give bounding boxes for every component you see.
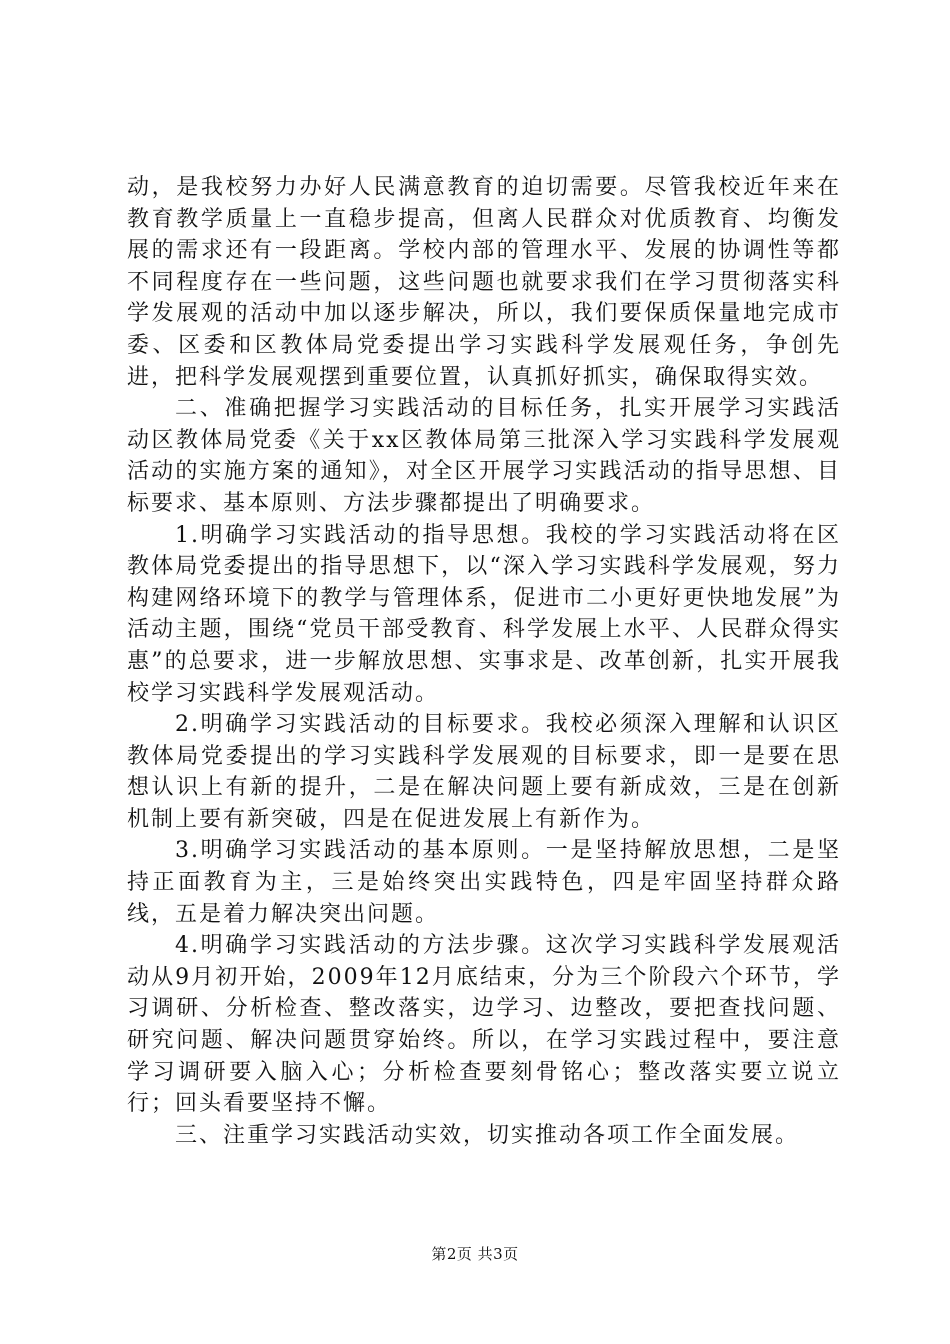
paragraph-section-two: 二、准确把握学习实践活动的目标任务，扎实开展学习实践活动区教体局党委《关于xx区教体局第三批深入学习实践科学发展观活动的实施方案的通知》，对全区开展学习实践活动的指导思想、目标要求、基本原则、方法步骤都提出了明确要求。 bbox=[127, 396, 841, 516]
paragraph-section-three: 三、注重学习实践活动实效，切实推动各项工作全面发展。 bbox=[175, 1122, 800, 1148]
paragraph-item-2: 2.明确学习实践活动的目标要求。我校必须深入理解和认识区教体局党委提出的学习实践科学发展观的目标要求，即一是要在思想认识上有新的提升，二是在解决问题上要有新成效，三是在创新机制上要有新突破，四是在促进发展上有新作为。 bbox=[127, 712, 841, 832]
document-body bbox=[127, 172, 841, 1151]
paragraph-item-1: 1.明确学习实践活动的指导思想。我校的学习实践活动将在区教体局党委提出的指导思想下，以“深入学习实践科学发展观，努力构建网络环境下的教学与管理体系，促进市二小更好更快地发展”为活动主题，围绕“党员干部受教育、科学发展上水平、人民群众得实惠”的总要求，进一步解放思想、实事求是、改革创新，扎实开展我校学习实践科学发展观活动。 bbox=[127, 522, 841, 706]
paragraph-item-4: 4.明确学习实践活动的方法步骤。这次学习实践科学发展观活动从9月初开始，2009年12月底结束，分为三个阶段六个环节，学习调研、分析检查、整改落实，边学习、边整改，要把查找问题、研究问题、解决问题贯穿始终。所以，在学习实践过程中，要注意学习调研要入脑入心；分析检查要刻骨铭心；整改落实要立说立行；回头看要坚持不懈。 bbox=[127, 933, 841, 1117]
paragraph-item-3: 3.明确学习实践活动的基本原则。一是坚持解放思想，二是坚持正面教育为主，三是始终突出实践特色，四是牢固坚持群众路线，五是着力解决突出问题。 bbox=[127, 838, 841, 927]
page-number-footer: 第2页 共3页 bbox=[431, 1245, 519, 1263]
paragraph-continuation: 动，是我校努力办好人民满意教育的迫切需要。尽管我校近年来在教育教学质量上一直稳步提高，但离人民群众对优质教育、均衡发展的需求还有一段距离。学校内部的管理水平、发展的协调性等都不同程度存在一些问题，这些问题也就要求我们在学习贯彻落实科学发展观的活动中加以逐步解决，所以，我们要保质保量地完成市委、区委和区教体局党委提出学习实践科学发展观任务，争创先进，把科学发展观摆到重要位置，认真抓好抓实，确保取得实效。 bbox=[127, 175, 841, 390]
